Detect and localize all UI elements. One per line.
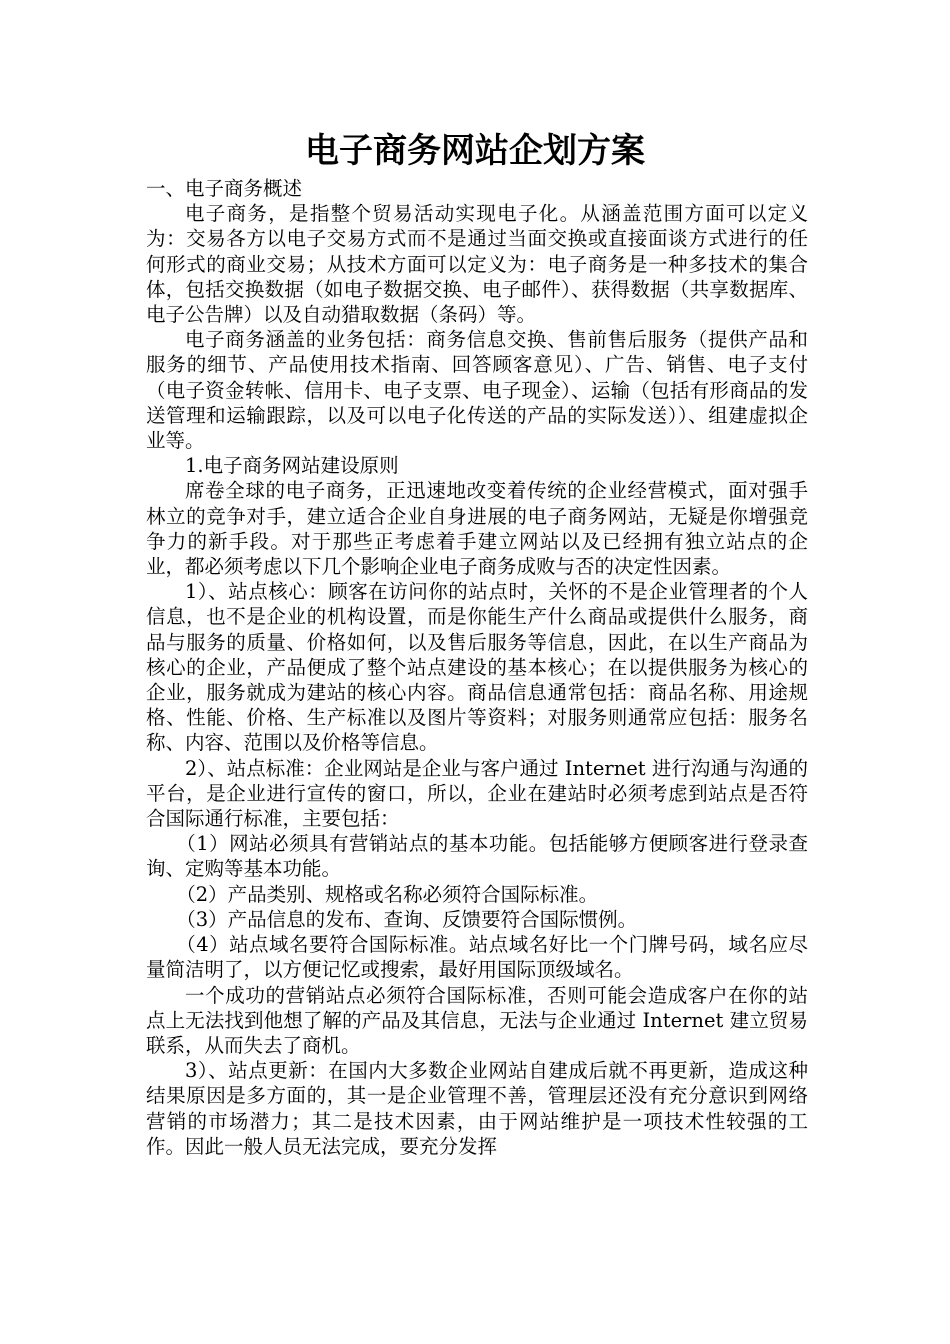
list-item: （3）产品信息的发布、查询、反馈要符合国际惯例。	[176, 907, 638, 931]
document-body	[146, 176, 808, 1159]
paragraph: 1）、站点核心：顾客在访问你的站点时，关怀的不是企业管理者的个人信息，也不是企业的机构设置，而是你能生产什么商品或提供什么服务，商品与服务的质量、价格如何，以及售后服务等信息，因此，在以生产商品为核心的企业，产品便成了整个站点建设的基本核心；在以提供服务为核心的企业，服务就成为建站的核心内容。商品信息通常包括：商品名称、用途规格、性能、价格、生产标准以及图片等资料；对服务则通常应包括：服务名称、内容、范围以及价格等信息。	[146, 580, 808, 755]
list-item: （1）网站必须具有营销站点的基本功能。包括能够方便顾客进行登录查询、定购等基本功能。	[146, 832, 808, 881]
subsection-heading: 1.电子商务网站建设原则	[185, 454, 399, 478]
document-title: 电子商务网站企划方案	[305, 131, 645, 171]
paragraph: 电子商务涵盖的业务包括：商务信息交换、售前售后服务（提供产品和服务的细节、产品使用技术指南、回答顾客意见）、广告、销售、电子支付（电子资金转帐、信用卡、电子支票、电子现金）、运输（包括有形商品的发送管理和运输跟踪，以及可以电子化传送的产品的实际发送））、组建虚拟企业等。	[146, 328, 808, 453]
paragraph: 电子商务，是指整个贸易活动实现电子化。从涵盖范围方面可以定义为：交易各方以电子交易方式而不是通过当面交换或直接面谈方式进行的任何形式的商业交易；从技术方面可以定义为：电子商务是一种多技术的集合体，包括交换数据（如电子数据交换、电子邮件）、获得数据（共享数据库、电子公告牌）以及自动猎取数据（条码）等。	[146, 202, 808, 327]
paragraph: 3）、站点更新：在国内大多数企业网站自建成后就不再更新，造成这种结果原因是多方面的，其一是企业管理不善，管理层还没有充分意识到网络营销的市场潜力；其二是技术因素，由于网站维护是一项技术性较强的工作。因此一般人员无法完成，要充分发挥	[146, 1059, 808, 1158]
paragraph: 2）、站点标准：企业网站是企业与客户通过 Internet 进行沟通与沟通的平台，是企业进行宣传的窗口，所以，企业在建站时必须考虑到站点是否符合国际通行标准，主要包括：	[146, 756, 808, 831]
list-item: （4）站点域名要符合国际标准。站点域名好比一个门牌号码，域名应尽量简洁明了，以方便记忆或搜索，最好用国际顶级域名。	[146, 933, 808, 982]
paragraph: 一个成功的营销站点必须符合国际标准，否则可能会造成客户在你的站点上无法找到他想了解的产品及其信息，无法与企业通过 Internet 建立贸易联系，从而失去了商机。	[146, 983, 808, 1057]
list-item: （2）产品类别、规格或名称必须符合国际标准。	[176, 882, 599, 906]
paragraph: 席卷全球的电子商务，正迅速地改变着传统的企业经营模式，面对强手林立的竞争对手，建立适合企业自身进展的电子商务网站，无疑是你增强竞争力的新手段。对于那些正考虑着手建立网站以及已经拥有独立站点的企业，都必须考虑以下几个影响企业电子商务成败与否的决定性因素。	[146, 479, 808, 579]
section-heading: 一、电子商务概述	[146, 177, 303, 200]
